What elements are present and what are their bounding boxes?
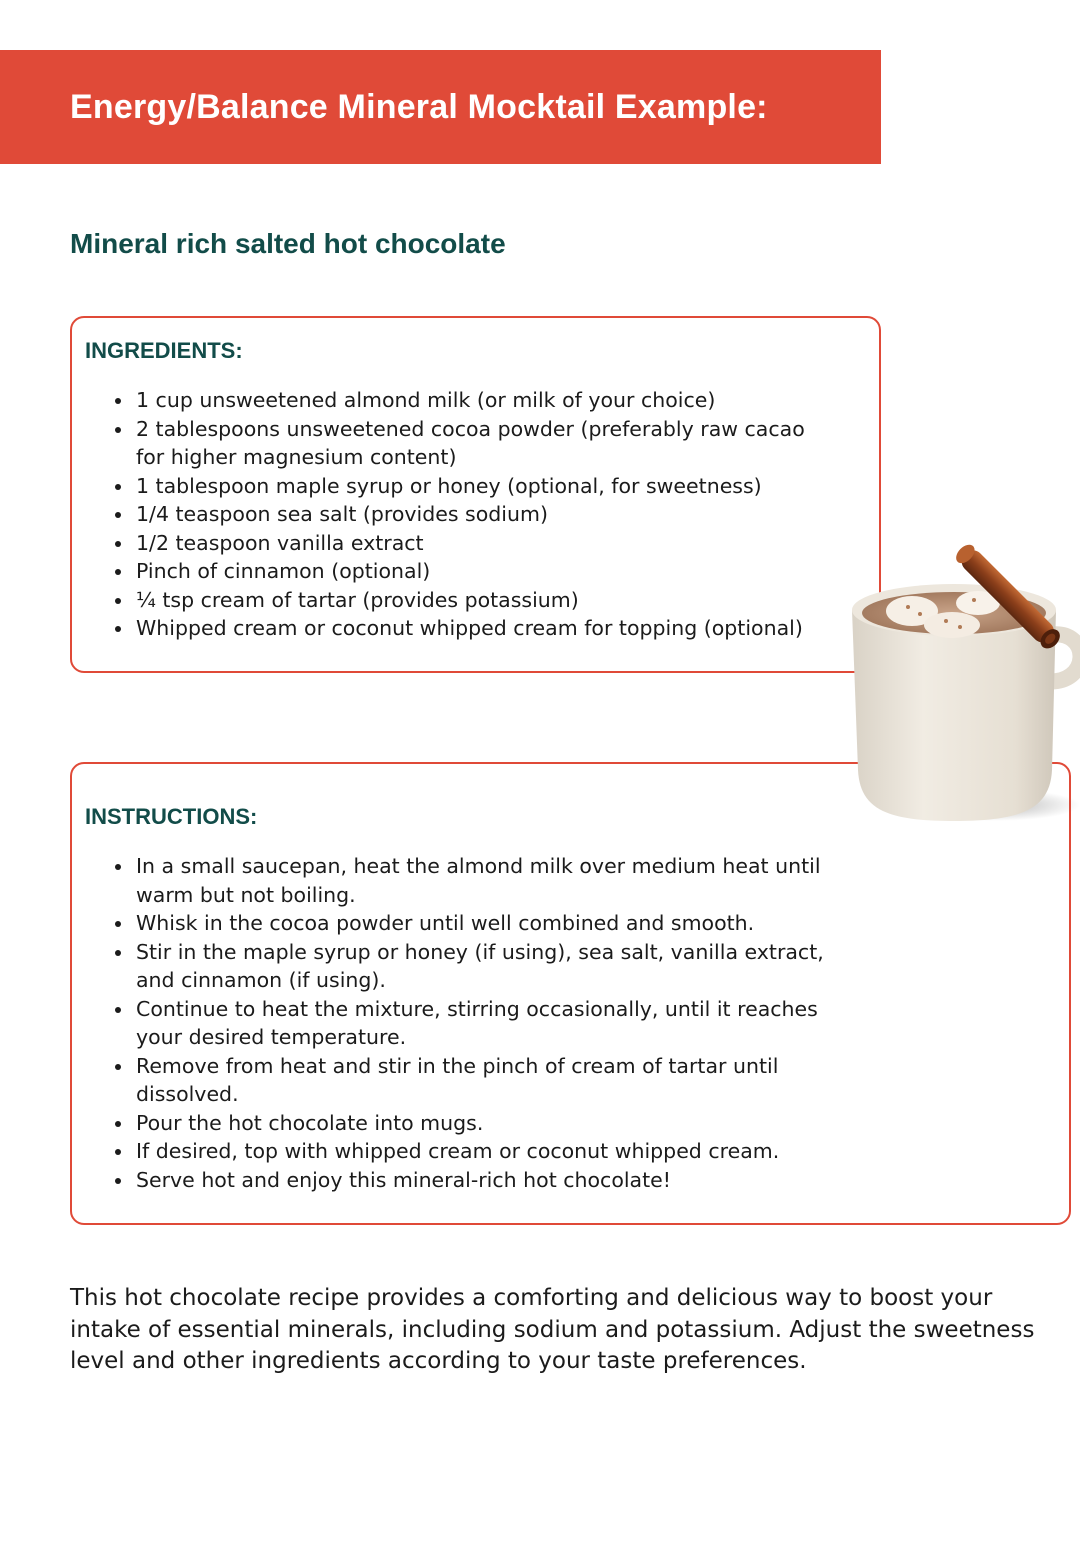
instructions-heading: INSTRUCTIONS: <box>85 804 258 829</box>
ingredients-list <box>108 386 834 643</box>
ingredient-item: • Pinch of cinnamon (optional) <box>134 557 834 586</box>
instruction-item: • Pour the hot chocolate into mugs. <box>134 1109 828 1138</box>
ingredient-item: • 1 tablespoon maple syrup or honey (optional, for sweetness) <box>134 472 834 501</box>
instruction-item: • Continue to heat the mixture, stirring occasionally, until it reaches your desired temperature. <box>134 995 828 1052</box>
closing-paragraph: This hot chocolate recipe provides a comforting and delicious way to boost your intake of essential minerals, including sodium and potassium. Adjust the sweetness level and other ingredients according to your taste preferences. <box>70 1285 1035 1374</box>
instruction-item: • In a small saucepan, heat the almond milk over medium heat until warm but not boiling. <box>134 852 828 909</box>
ingredient-item: • Whipped cream or coconut whipped cream for topping (optional) <box>134 614 834 643</box>
ingredient-item: • 1/4 teaspoon sea salt (provides sodium) <box>134 500 834 529</box>
instruction-item: • Stir in the maple syrup or honey (if using), sea salt, vanilla extract, and cinnamon (if using). <box>134 938 828 995</box>
ingredient-item: • 1 cup unsweetened almond milk (or milk of your choice) <box>134 386 834 415</box>
ingredient-item: • ¼ tsp cream of tartar (provides potassium) <box>134 586 834 615</box>
hot-chocolate-mug-icon <box>830 515 1080 835</box>
instruction-item: • Remove from heat and stir in the pinch of cream of tartar until dissolved. <box>134 1052 828 1109</box>
instruction-item: • Serve hot and enjoy this mineral-rich hot chocolate! <box>134 1166 828 1195</box>
ingredient-item: • 2 tablespoons unsweetened cocoa powder (preferably raw cacao for higher magnesium content) <box>134 415 834 472</box>
instructions-list <box>108 852 828 1194</box>
header-banner <box>0 50 881 164</box>
ingredients-heading: INGREDIENTS: <box>85 338 243 363</box>
instruction-item: • If desired, top with whipped cream or coconut whipped cream. <box>134 1137 828 1166</box>
page-title: Energy/Balance Mineral Mocktail Example: <box>70 87 768 126</box>
ingredient-item: • 1/2 teaspoon vanilla extract <box>134 529 834 558</box>
ingredients-card <box>70 316 881 673</box>
recipe-title: Mineral rich salted hot chocolate <box>70 228 506 259</box>
instruction-item: • Whisk in the cocoa powder until well combined and smooth. <box>134 909 828 938</box>
